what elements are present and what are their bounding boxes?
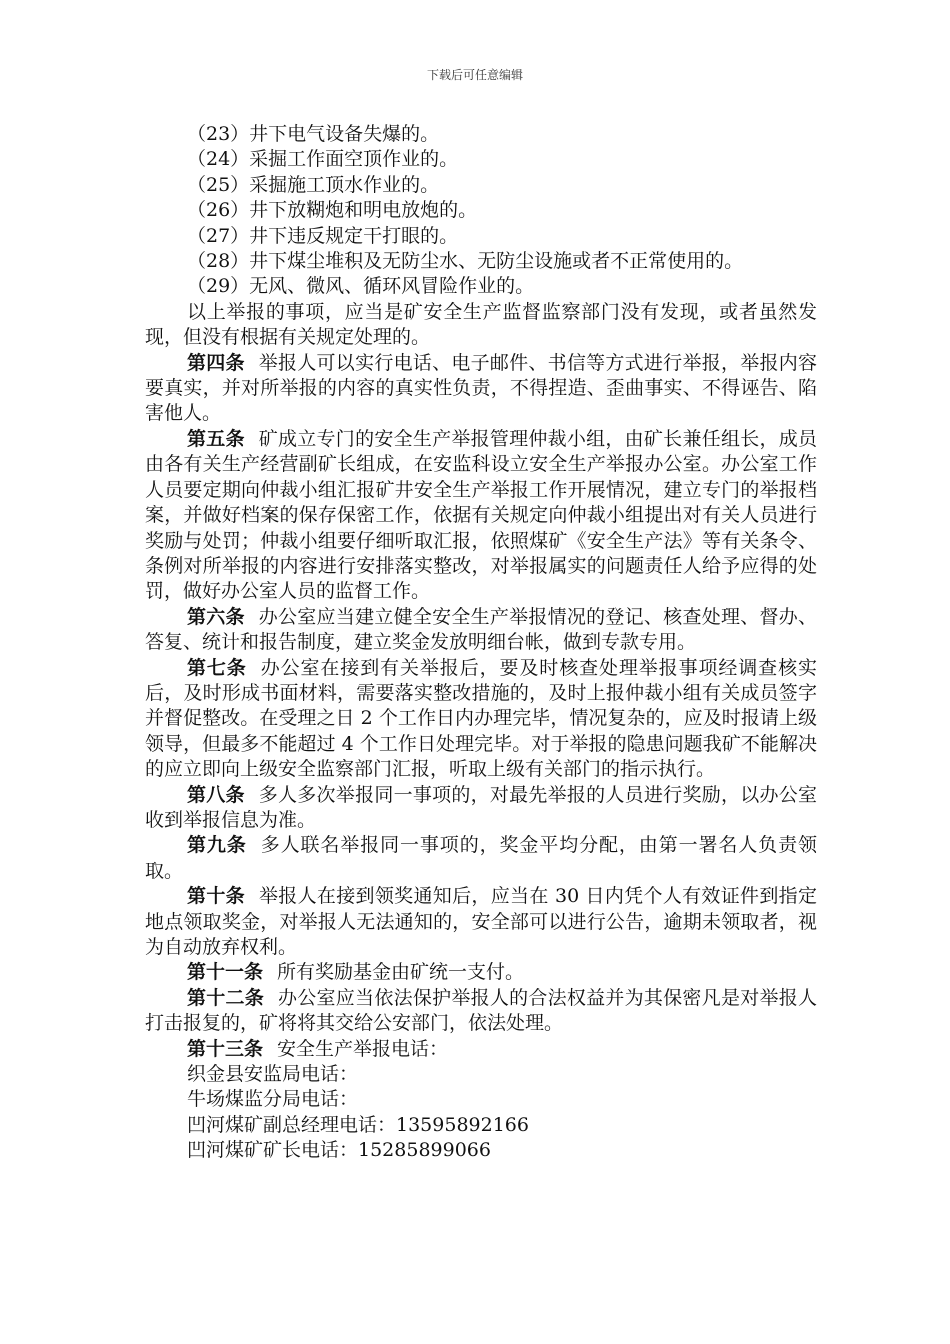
article-5	[145, 427, 817, 605]
article-text: 多人联名举报同一事项的，奖金平均分配，由第一署名人负责领取。	[145, 834, 817, 882]
phone-line: 织金县安监局电话：	[187, 1063, 359, 1086]
article-10	[145, 884, 817, 960]
article-12	[145, 986, 817, 1037]
list-item: （25）采掘施工顶水作业的。	[187, 173, 440, 196]
list-item: （26）井下放糊炮和明电放炮的。	[187, 199, 478, 222]
document-body	[145, 122, 817, 1164]
article-9	[145, 833, 817, 884]
phone-line: 凹河煤矿矿长电话：15285899066	[187, 1139, 491, 1162]
article-label: 第十二条	[187, 986, 265, 1009]
phone-line: 牛场煤监分局电话：	[187, 1088, 359, 1111]
article-11	[145, 960, 817, 985]
article-label: 第五条	[187, 427, 245, 450]
article-text: 办公室在接到有关举报后，要及时核查处理举报事项经调查核实后，及时形成书面材料，需要落实整改措施的，及时上报仲裁小组有关成员签字并督促整改。在受理之日 2 个工作日内办理完毕，情况复杂的，应及时报请上级领导，但最多不能超过 4 个工作日处理完毕。对于举报的隐患问题我矿不能解决的应立即向上级安全监察部门汇报，听取上级有关部门的指示执行。	[145, 656, 817, 781]
article-label: 第十三条	[187, 1037, 264, 1060]
article-label: 第九条	[187, 834, 247, 857]
list-item: （28）井下煤尘堆积及无防尘水、无防尘设施或者不正常使用的。	[187, 250, 744, 273]
intro-paragraph: 以上举报的事项，应当是矿安全生产监督监察部门没有发现，或者虽然发现，但没有根据有关规定处理的。	[145, 300, 817, 349]
article-text: 安全生产举报电话：	[277, 1037, 449, 1060]
article-text: 举报人在接到领奖通知后，应当在 30 日内凭个人有效证件到指定地点领取奖金，对举报人无法通知的，安全部可以进行公告，逾期未领取者，视为自动放弃权利。	[145, 885, 817, 958]
list-item: （27）井下违反规定干打眼的。	[187, 224, 459, 247]
page-header: 下载后可任意编辑	[426, 68, 523, 82]
article-label: 第十一条	[187, 961, 264, 984]
article-text: 矿成立专门的安全生产举报管理仲裁小组，由矿长兼任组长，成员由各有关生产经营副矿长组成，在安监科设立安全生产举报办公室。办公室工作人员要定期向仲裁小组汇报矿井安全生产举报工作开展情况，建立专门的举报档案，并做好档案的保存保密工作，依据有关规定向仲裁小组提出对有关人员进行奖励与处罚；仲裁小组要仔细听取汇报，依照煤矿《安全生产法》等有关条令、条例对所举报的内容进行安排落实整改，对举报属实的问题责任人给予应得的处罚，做好办公室人员的监督工作。	[145, 427, 817, 603]
list-item: （23）井下电气设备失爆的。	[187, 123, 440, 145]
article-7	[145, 656, 817, 783]
article-13	[145, 1037, 817, 1062]
article-text: 举报人可以实行电话、电子邮件、书信等方式进行举报，举报内容要真实，并对所举报的内容的真实性负责，不得捏造、歪曲事实、不得诬告、陷害他人。	[145, 351, 817, 425]
article-text: 办公室应当依法保护举报人的合法权益并为其保密凡是对举报人打击报复的，矿将将其交给公安部门，依法处理。	[145, 986, 817, 1035]
article-6	[145, 605, 817, 656]
article-text: 办公室应当建立健全安全生产举报情况的登记、核查处理、督办、答复、统计和报告制度，建立奖金发放明细台帐，做到专款专用。	[145, 605, 817, 654]
article-text: 所有奖励基金由矿统一支付。	[277, 961, 525, 984]
article-label: 第八条	[187, 783, 245, 806]
article-4	[145, 351, 817, 427]
article-label: 第六条	[187, 605, 245, 628]
list-item: （29）无风、微风、循环风冒险作业的。	[187, 275, 535, 298]
article-label: 第四条	[187, 351, 245, 374]
list-item: （24）采掘工作面空顶作业的。	[187, 148, 459, 171]
article-label: 第十条	[187, 885, 245, 908]
article-text: 多人多次举报同一事项的，对最先举报的人员进行奖励，以办公室收到举报信息为准。	[145, 783, 817, 831]
article-8	[145, 783, 817, 834]
article-label: 第七条	[187, 656, 247, 679]
phone-line: 凹河煤矿副总经理电话：13595892166	[187, 1113, 529, 1136]
